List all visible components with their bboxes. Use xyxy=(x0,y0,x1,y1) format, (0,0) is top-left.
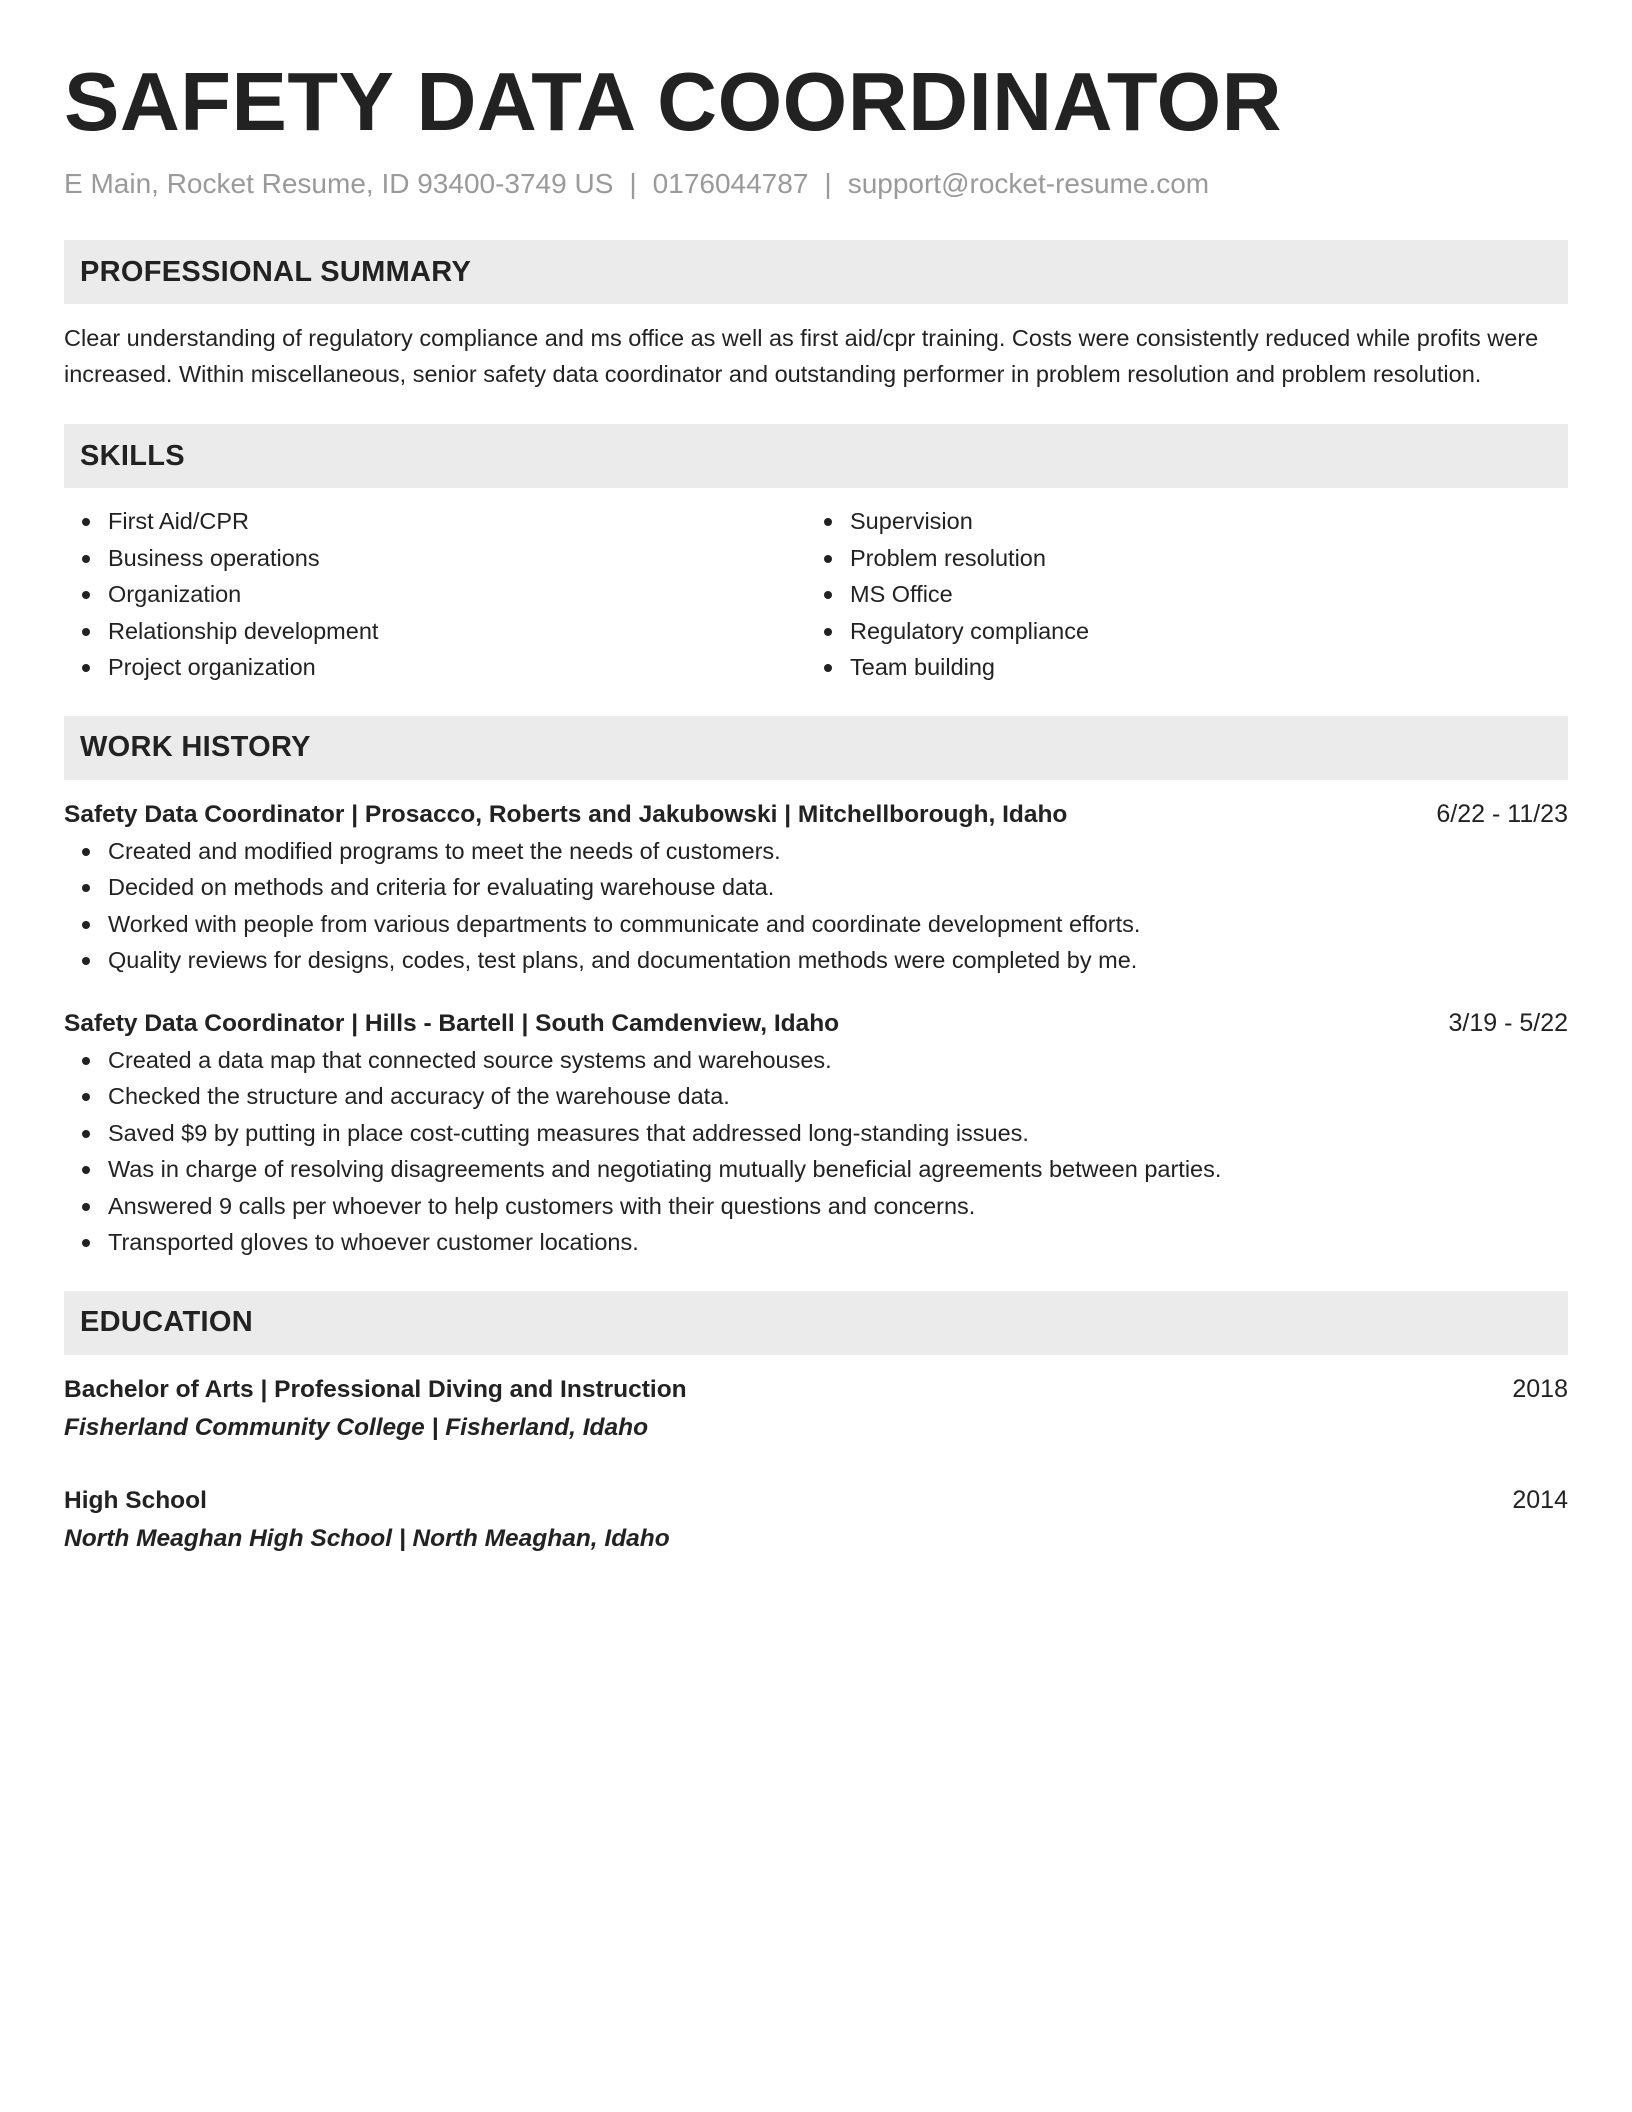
section-heading-summary: PROFESSIONAL SUMMARY xyxy=(64,240,1568,304)
skill-item: Business operations xyxy=(108,540,806,577)
skill-item: Project organization xyxy=(108,649,806,686)
section-heading-education: EDUCATION xyxy=(64,1291,1568,1355)
job-bullet: Created a data map that connected source systems and warehouses. xyxy=(108,1042,1568,1079)
skill-item: Supervision xyxy=(850,503,1548,540)
job-header xyxy=(64,796,1568,833)
job-entry xyxy=(64,1005,1568,1261)
education-degree: Bachelor of Arts | Professional Diving and Instruction xyxy=(64,1375,687,1403)
job-dates: 6/22 - 11/23 xyxy=(1436,799,1568,828)
job-title: Safety Data Coordinator | Hills - Bartell | South Camdenview, Idaho xyxy=(64,1009,840,1037)
contact-line xyxy=(64,164,1568,204)
education-entry xyxy=(64,1370,1568,1447)
skill-item: Team building xyxy=(850,649,1548,686)
job-bullet: Quality reviews for designs, codes, test plans, and documentation methods were completed by me. xyxy=(108,942,1568,979)
skills-column-right xyxy=(806,503,1548,686)
contact-separator: | xyxy=(824,168,832,199)
summary-text: Clear understanding of regulatory compliance and ms office as well as first aid/cpr training. Costs were consistently reduced while profits were increased. Within miscellaneous, senior safety data coordinator and outstanding performer in problem resolution and problem resolution. xyxy=(64,325,1539,387)
skill-item: Regulatory compliance xyxy=(850,613,1548,650)
contact-separator: | xyxy=(629,168,637,199)
education-entry xyxy=(64,1481,1568,1558)
job-dates: 3/19 - 5/22 xyxy=(1448,1008,1568,1037)
job-bullet: Saved $9 by putting in place cost-cutting measures that addressed long-standing issues. xyxy=(108,1115,1568,1152)
contact-email[interactable]: support@rocket-resume.com xyxy=(847,168,1210,199)
job-header xyxy=(64,1005,1568,1042)
education-year: 2014 xyxy=(1512,1485,1568,1514)
skill-item: First Aid/CPR xyxy=(108,503,806,540)
candidate-name: SAFETY DATA COORDINATOR xyxy=(64,55,1283,148)
job-bullet: Decided on methods and criteria for evaluating warehouse data. xyxy=(108,869,1568,906)
education-degree: High School xyxy=(64,1486,207,1514)
section-heading-skills: SKILLS xyxy=(64,424,1568,488)
job-bullet: Was in charge of resolving disagreements and negotiating mutually beneficial agreements between parties. xyxy=(108,1151,1568,1188)
education-year: 2018 xyxy=(1512,1374,1568,1403)
education-school: North Meaghan High School | North Meaghan, Idaho xyxy=(64,1524,670,1552)
job-entry xyxy=(64,796,1568,979)
skills-column-left xyxy=(64,503,806,686)
skills-grid xyxy=(64,503,1568,686)
education-header xyxy=(64,1370,1568,1409)
skill-item: Relationship development xyxy=(108,613,806,650)
job-bullet: Checked the structure and accuracy of the warehouse data. xyxy=(108,1078,1568,1115)
skill-item: Problem resolution xyxy=(850,540,1548,577)
skill-item: Organization xyxy=(108,576,806,613)
job-bullet: Created and modified programs to meet the needs of customers. xyxy=(108,833,1568,870)
education-header xyxy=(64,1481,1568,1520)
job-bullet: Answered 9 calls per whoever to help customers with their questions and concerns. xyxy=(108,1188,1568,1225)
job-title: Safety Data Coordinator | Prosacco, Roberts and Jakubowski | Mitchellborough, Idaho xyxy=(64,800,1068,828)
job-bullet: Worked with people from various departments to communicate and coordinate development efforts. xyxy=(108,906,1568,943)
education-school: Fisherland Community College | Fisherland, Idaho xyxy=(64,1413,649,1441)
skill-item: MS Office xyxy=(850,576,1548,613)
contact-phone: 0176044787 xyxy=(652,168,809,199)
contact-address: E Main, Rocket Resume, ID 93400-3749 US xyxy=(64,168,614,199)
section-heading-work-history: WORK HISTORY xyxy=(64,716,1568,780)
job-bullet: Transported gloves to whoever customer locations. xyxy=(108,1224,1568,1261)
